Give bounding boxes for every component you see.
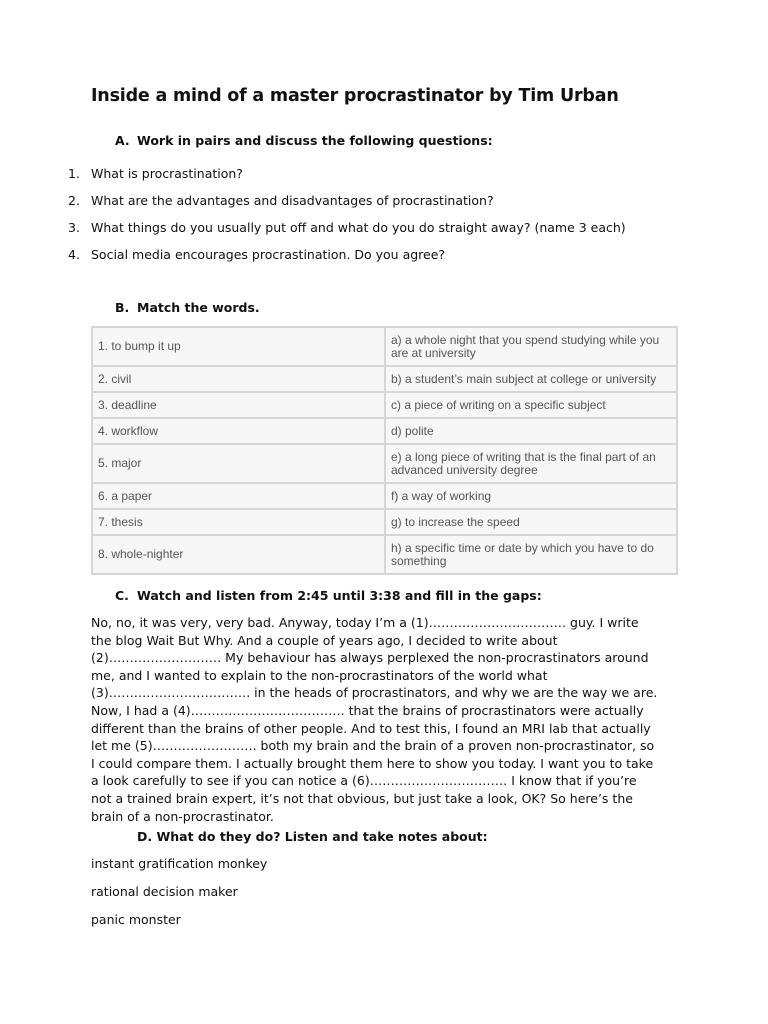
word-cell: 4. workflow <box>92 418 385 444</box>
table-row <box>92 327 677 366</box>
match-words-table <box>91 326 678 575</box>
definition-cell: a) a whole night that you spend studying while you are at university <box>385 327 677 366</box>
word-cell: 8. whole-nighter <box>92 535 385 574</box>
word-cell: 7. thesis <box>92 509 385 535</box>
table-row <box>92 483 677 509</box>
word-cell: 2. civil <box>92 366 385 392</box>
section-b-heading <box>115 300 260 315</box>
definition-cell: h) a specific time or date by which you have to do something <box>385 535 677 574</box>
question-number: 1. <box>68 166 80 181</box>
word-cell: 1. to bump it up <box>92 327 385 366</box>
word-cell: 6. a paper <box>92 483 385 509</box>
definition-cell: f) a way of working <box>385 483 677 509</box>
definition-cell: c) a piece of writing on a specific subject <box>385 392 677 418</box>
table-row <box>92 509 677 535</box>
section-b-letter: B. <box>115 300 130 315</box>
section-a-heading <box>115 133 493 148</box>
definition-cell: b) a student’s main subject at college or university <box>385 366 677 392</box>
section-b-title: Match the words. <box>137 300 260 315</box>
question-text: What are the advantages and disadvantages of procrastination? <box>91 193 494 208</box>
question-text: What is procrastination? <box>91 166 243 181</box>
question-number: 4. <box>68 247 80 262</box>
question-text: Social media encourages procrastination. Do you agree? <box>91 247 446 262</box>
question-text: What things do you usually put off and what do you do straight away? (name 3 each) <box>91 220 626 235</box>
section-c-title: Watch and listen from 2:45 until 3:38 and fill in the gaps: <box>137 588 542 603</box>
table-row <box>92 444 677 483</box>
page-title: Inside a mind of a master procrastinator by Tim Urban <box>91 86 619 106</box>
table-row <box>92 366 677 392</box>
table-row <box>92 418 677 444</box>
section-a-letter: A. <box>115 133 130 148</box>
notes-topic: rational decision maker <box>91 884 238 899</box>
table-row <box>92 392 677 418</box>
word-cell: 5. major <box>92 444 385 483</box>
definition-cell: g) to increase the speed <box>385 509 677 535</box>
question-number: 2. <box>68 193 80 208</box>
question-number: 3. <box>68 220 80 235</box>
section-a-title: Work in pairs and discuss the following questions: <box>137 133 493 148</box>
section-d-heading: D. What do they do? Listen and take notes about: <box>137 829 488 844</box>
notes-topic: instant gratification monkey <box>91 856 268 871</box>
definition-cell: e) a long piece of writing that is the final part of an advanced university degree <box>385 444 677 483</box>
definition-cell: d) polite <box>385 418 677 444</box>
section-c-heading <box>115 588 542 603</box>
table-row <box>92 535 677 574</box>
gap-fill-paragraph: No, no, it was very, very bad. Anyway, today I’m a (1)…………………………… guy. I write the blog Wait But Why. And a couple of years ago, I decided to write about (2)……………………… My behaviour has always perplexed the non-procrastinators around me, and I wanted to explain to the non-procrastinators of the world what (3)……………………………. in the heads of procrastinators, and why we are the way we are. Now, I had a (4)………………………………. that the brains of procrastinators were actually different than the brains of other people. And to test this, I found an MRI lab that actually let me (5)……………………. both my brain and the brain of a proven non-procrastinator, so I could compare them. I actually brought them here to show you today. I want you to take a look carefully to see if you can notice a (6)…………………………… I know that if you’re not a trained brain expert, it’s not that obvious, but just take a look, OK? So here’s the brain of a non-procrastinator. <box>91 615 658 824</box>
section-c-letter: C. <box>115 588 129 603</box>
word-cell: 3. deadline <box>92 392 385 418</box>
notes-topic: panic monster <box>91 912 181 927</box>
